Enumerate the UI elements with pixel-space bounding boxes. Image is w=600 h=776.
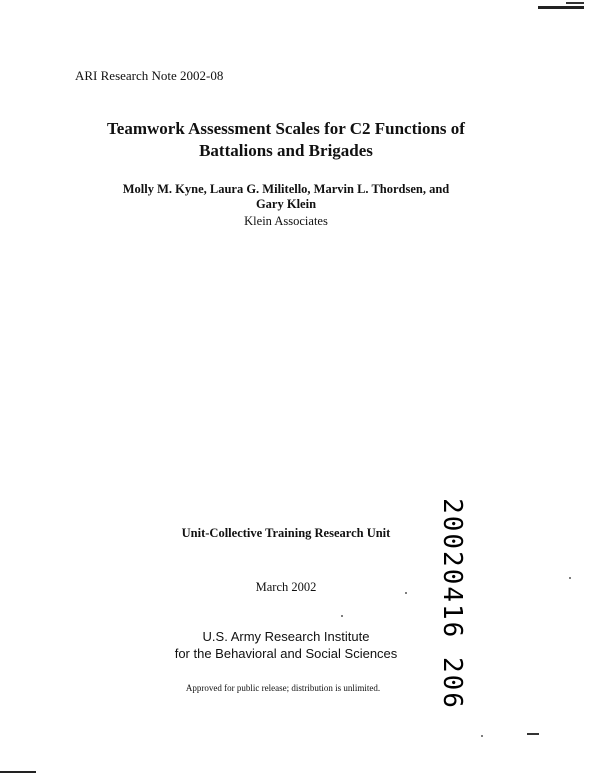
research-unit: Unit-Collective Training Research Unit (181, 526, 391, 540)
institute (0, 628, 572, 662)
institute-line-1: U.S. Army Research Institute (202, 629, 370, 644)
affiliation: Klein Associates (244, 214, 328, 228)
scan-speck (481, 735, 483, 737)
publication-date: March 2002 (255, 580, 317, 594)
scan-speck (405, 592, 407, 594)
scan-speck (569, 577, 571, 579)
document-title (0, 118, 572, 162)
authors-line-1: Molly M. Kyne, Laura G. Militello, Marvin L. Thordsen, and (122, 182, 450, 196)
authors-line-2: Gary Klein (255, 197, 317, 211)
report-number: ARI Research Note 2002-08 (75, 68, 224, 83)
distribution-statement: Approved for public release; distribution is unlimited. (185, 683, 381, 693)
authors (0, 182, 572, 212)
accession-number: 20020416 206 (437, 498, 467, 710)
scan-mark-bottom-left (0, 771, 36, 773)
scan-mark-top-small (566, 2, 584, 4)
scan-mark-top (538, 6, 584, 9)
title-line-1: Teamwork Assessment Scales for C2 Functions of (107, 119, 465, 138)
institute-line-2: for the Behavioral and Social Sciences (174, 646, 398, 661)
title-line-2: Battalions and Brigades (199, 141, 373, 160)
scan-speck (341, 615, 343, 617)
scan-mark-bottom-right (527, 733, 539, 735)
